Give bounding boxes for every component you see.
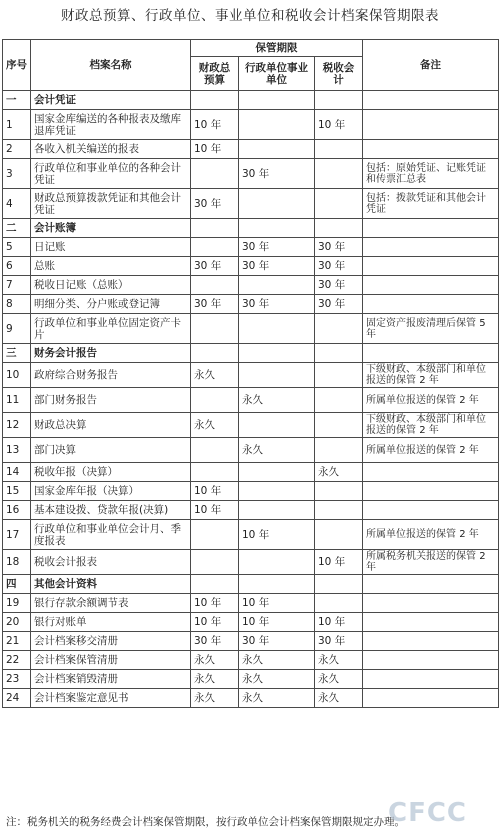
section-empty-tax	[315, 91, 363, 110]
row-note: 包括：拨款凭证和其他会计凭证	[363, 189, 499, 219]
period-admin	[239, 110, 315, 140]
row-note	[363, 651, 499, 670]
table-row	[3, 550, 499, 575]
period-finance: 永久	[191, 363, 239, 388]
row-note	[363, 276, 499, 295]
table-row	[3, 110, 499, 140]
period-admin: 永久	[239, 670, 315, 689]
period-tax	[315, 314, 363, 344]
table-row	[3, 159, 499, 189]
section-empty-admin	[239, 575, 315, 594]
period-finance	[191, 463, 239, 482]
period-finance: 永久	[191, 413, 239, 438]
period-tax: 10 年	[315, 550, 363, 575]
period-admin: 30 年	[239, 159, 315, 189]
archive-name: 国家金库编送的各种报表及缴库退库凭证	[31, 110, 191, 140]
period-admin: 30 年	[239, 295, 315, 314]
period-finance	[191, 388, 239, 413]
period-finance	[191, 550, 239, 575]
period-admin	[239, 501, 315, 520]
header-admin: 行政单位事业单位	[239, 57, 315, 91]
archive-name: 总账	[31, 257, 191, 276]
table-row	[3, 632, 499, 651]
archive-name: 银行存款余额调节表	[31, 594, 191, 613]
period-finance: 30 年	[191, 632, 239, 651]
period-tax	[315, 159, 363, 189]
row-note	[363, 482, 499, 501]
table-row	[3, 238, 499, 257]
header-index: 序号	[3, 40, 31, 91]
period-tax	[315, 189, 363, 219]
table-body	[3, 91, 499, 708]
section-row	[3, 91, 499, 110]
row-note: 包括：原始凭证、记账凭证和传票汇总表	[363, 159, 499, 189]
section-empty-finance	[191, 344, 239, 363]
section-title: 会计账簿	[31, 219, 191, 238]
archive-name: 基本建设拨、贷款年报(决算)	[31, 501, 191, 520]
row-note	[363, 295, 499, 314]
period-tax	[315, 363, 363, 388]
table-row	[3, 689, 499, 708]
archive-name: 行政单位和事业单位的各种会计凭证	[31, 159, 191, 189]
row-note	[363, 689, 499, 708]
row-index: 20	[3, 613, 31, 632]
period-finance	[191, 520, 239, 550]
archive-name: 部门财务报告	[31, 388, 191, 413]
section-title: 其他会计资料	[31, 575, 191, 594]
period-finance: 永久	[191, 689, 239, 708]
period-admin	[239, 276, 315, 295]
table-row	[3, 670, 499, 689]
period-admin: 永久	[239, 388, 315, 413]
row-index: 13	[3, 438, 31, 463]
period-finance: 10 年	[191, 110, 239, 140]
section-empty-finance	[191, 219, 239, 238]
period-tax: 永久	[315, 670, 363, 689]
period-tax	[315, 388, 363, 413]
section-empty-finance	[191, 575, 239, 594]
period-admin	[239, 482, 315, 501]
archive-name: 税收日记账（总账）	[31, 276, 191, 295]
row-index: 22	[3, 651, 31, 670]
period-admin: 30 年	[239, 257, 315, 276]
table-row	[3, 257, 499, 276]
footnote: 注：税务机关的税务经费会计档案保管期限，按行政单位会计档案保管期限规定办理。	[6, 816, 405, 828]
row-index: 3	[3, 159, 31, 189]
row-index: 9	[3, 314, 31, 344]
row-index: 12	[3, 413, 31, 438]
period-finance	[191, 276, 239, 295]
section-title: 会计凭证	[31, 91, 191, 110]
retention-table	[2, 39, 499, 708]
row-index: 24	[3, 689, 31, 708]
section-empty-admin	[239, 344, 315, 363]
period-finance: 30 年	[191, 295, 239, 314]
header-period-group: 保管期限	[191, 40, 363, 57]
archive-name: 会计档案保管清册	[31, 651, 191, 670]
row-note	[363, 140, 499, 159]
period-finance: 10 年	[191, 482, 239, 501]
row-note	[363, 238, 499, 257]
section-index: 二	[3, 219, 31, 238]
section-empty-tax	[315, 575, 363, 594]
period-admin: 10 年	[239, 613, 315, 632]
row-note	[363, 110, 499, 140]
table-row	[3, 438, 499, 463]
archive-name: 财政总预算拨款凭证和其他会计凭证	[31, 189, 191, 219]
section-empty-note	[363, 344, 499, 363]
section-empty-note	[363, 575, 499, 594]
section-empty-note	[363, 219, 499, 238]
period-finance	[191, 238, 239, 257]
table-row	[3, 613, 499, 632]
row-index: 1	[3, 110, 31, 140]
archive-name: 会计档案鉴定意见书	[31, 689, 191, 708]
section-empty-admin	[239, 91, 315, 110]
period-finance: 10 年	[191, 594, 239, 613]
row-index: 21	[3, 632, 31, 651]
row-note: 所属单位报送的保管 2 年	[363, 520, 499, 550]
row-index: 5	[3, 238, 31, 257]
period-finance: 30 年	[191, 189, 239, 219]
period-finance: 10 年	[191, 140, 239, 159]
section-empty-finance	[191, 91, 239, 110]
table-row	[3, 520, 499, 550]
period-finance	[191, 314, 239, 344]
period-tax	[315, 438, 363, 463]
archive-name: 会计档案销毁清册	[31, 670, 191, 689]
period-tax	[315, 501, 363, 520]
row-note	[363, 257, 499, 276]
period-admin: 30 年	[239, 632, 315, 651]
row-index: 8	[3, 295, 31, 314]
period-finance	[191, 159, 239, 189]
period-admin	[239, 463, 315, 482]
period-admin: 30 年	[239, 238, 315, 257]
period-admin: 10 年	[239, 594, 315, 613]
period-tax	[315, 140, 363, 159]
archive-name: 会计档案移交清册	[31, 632, 191, 651]
table-row	[3, 314, 499, 344]
table-row	[3, 295, 499, 314]
row-index: 11	[3, 388, 31, 413]
row-index: 19	[3, 594, 31, 613]
period-tax: 10 年	[315, 110, 363, 140]
section-row	[3, 575, 499, 594]
archive-name: 行政单位和事业单位固定资产卡片	[31, 314, 191, 344]
period-tax: 30 年	[315, 257, 363, 276]
row-index: 23	[3, 670, 31, 689]
section-empty-tax	[315, 219, 363, 238]
section-row	[3, 344, 499, 363]
section-empty-tax	[315, 344, 363, 363]
period-tax: 30 年	[315, 276, 363, 295]
period-tax	[315, 482, 363, 501]
period-finance	[191, 438, 239, 463]
table-row	[3, 189, 499, 219]
period-finance: 10 年	[191, 613, 239, 632]
row-note	[363, 632, 499, 651]
row-index: 18	[3, 550, 31, 575]
watermark-logo: CFCC	[388, 798, 468, 828]
section-title: 财务会计报告	[31, 344, 191, 363]
header-tax: 税收会计	[315, 57, 363, 91]
row-note	[363, 501, 499, 520]
section-index: 四	[3, 575, 31, 594]
section-index: 三	[3, 344, 31, 363]
period-tax	[315, 413, 363, 438]
period-admin	[239, 413, 315, 438]
section-empty-admin	[239, 219, 315, 238]
header-note: 备注	[363, 40, 499, 91]
archive-name: 财政总决算	[31, 413, 191, 438]
page-title: 财政总预算、行政单位、事业单位和税收会计档案保管期限表	[61, 8, 439, 24]
period-admin	[239, 363, 315, 388]
archive-name: 各收入机关编送的报表	[31, 140, 191, 159]
header-finance: 财政总预算	[191, 57, 239, 91]
period-tax: 30 年	[315, 295, 363, 314]
period-admin: 永久	[239, 689, 315, 708]
period-admin	[239, 314, 315, 344]
row-index: 16	[3, 501, 31, 520]
period-tax: 永久	[315, 463, 363, 482]
archive-name: 银行对账单	[31, 613, 191, 632]
table-row	[3, 276, 499, 295]
period-tax: 永久	[315, 651, 363, 670]
table-row	[3, 463, 499, 482]
row-note: 所属单位报送的保管 2 年	[363, 438, 499, 463]
section-index: 一	[3, 91, 31, 110]
row-note	[363, 670, 499, 689]
row-index: 6	[3, 257, 31, 276]
archive-name: 部门决算	[31, 438, 191, 463]
period-finance: 永久	[191, 670, 239, 689]
archive-name: 日记账	[31, 238, 191, 257]
row-index: 4	[3, 189, 31, 219]
row-note	[363, 594, 499, 613]
row-note: 固定资产报废清理后保管 5 年	[363, 314, 499, 344]
period-tax	[315, 594, 363, 613]
row-note: 下级财政、本级部门和单位报送的保管 2 年	[363, 413, 499, 438]
period-admin: 永久	[239, 438, 315, 463]
table-row	[3, 363, 499, 388]
period-finance: 30 年	[191, 257, 239, 276]
period-admin	[239, 140, 315, 159]
period-admin	[239, 550, 315, 575]
period-tax: 永久	[315, 689, 363, 708]
period-admin: 永久	[239, 651, 315, 670]
period-finance: 10 年	[191, 501, 239, 520]
table-header	[3, 40, 499, 91]
period-admin	[239, 189, 315, 219]
period-tax	[315, 520, 363, 550]
table-row	[3, 482, 499, 501]
row-note	[363, 613, 499, 632]
row-index: 17	[3, 520, 31, 550]
period-tax: 10 年	[315, 613, 363, 632]
section-empty-note	[363, 91, 499, 110]
period-finance: 永久	[191, 651, 239, 670]
period-admin: 10 年	[239, 520, 315, 550]
row-note	[363, 463, 499, 482]
period-tax: 30 年	[315, 238, 363, 257]
row-index: 14	[3, 463, 31, 482]
row-note: 下级财政、本级部门和单位报送的保管 2 年	[363, 363, 499, 388]
row-index: 2	[3, 140, 31, 159]
header-name: 档案名称	[31, 40, 191, 91]
archive-name: 国家金库年报（决算）	[31, 482, 191, 501]
archive-name: 税收年报（决算）	[31, 463, 191, 482]
row-note: 所属单位报送的保管 2 年	[363, 388, 499, 413]
archive-name: 政府综合财务报告	[31, 363, 191, 388]
archive-name: 行政单位和事业单位会计月、季度报表	[31, 520, 191, 550]
row-index: 7	[3, 276, 31, 295]
period-tax: 30 年	[315, 632, 363, 651]
table-row	[3, 388, 499, 413]
table-row	[3, 140, 499, 159]
table-row	[3, 651, 499, 670]
row-index: 15	[3, 482, 31, 501]
table-row	[3, 594, 499, 613]
archive-name: 明细分类、分户账或登记簿	[31, 295, 191, 314]
section-row	[3, 219, 499, 238]
table-row	[3, 413, 499, 438]
table-row	[3, 501, 499, 520]
row-index: 10	[3, 363, 31, 388]
archive-name: 税收会计报表	[31, 550, 191, 575]
row-note: 所属税务机关报送的保管 2 年	[363, 550, 499, 575]
